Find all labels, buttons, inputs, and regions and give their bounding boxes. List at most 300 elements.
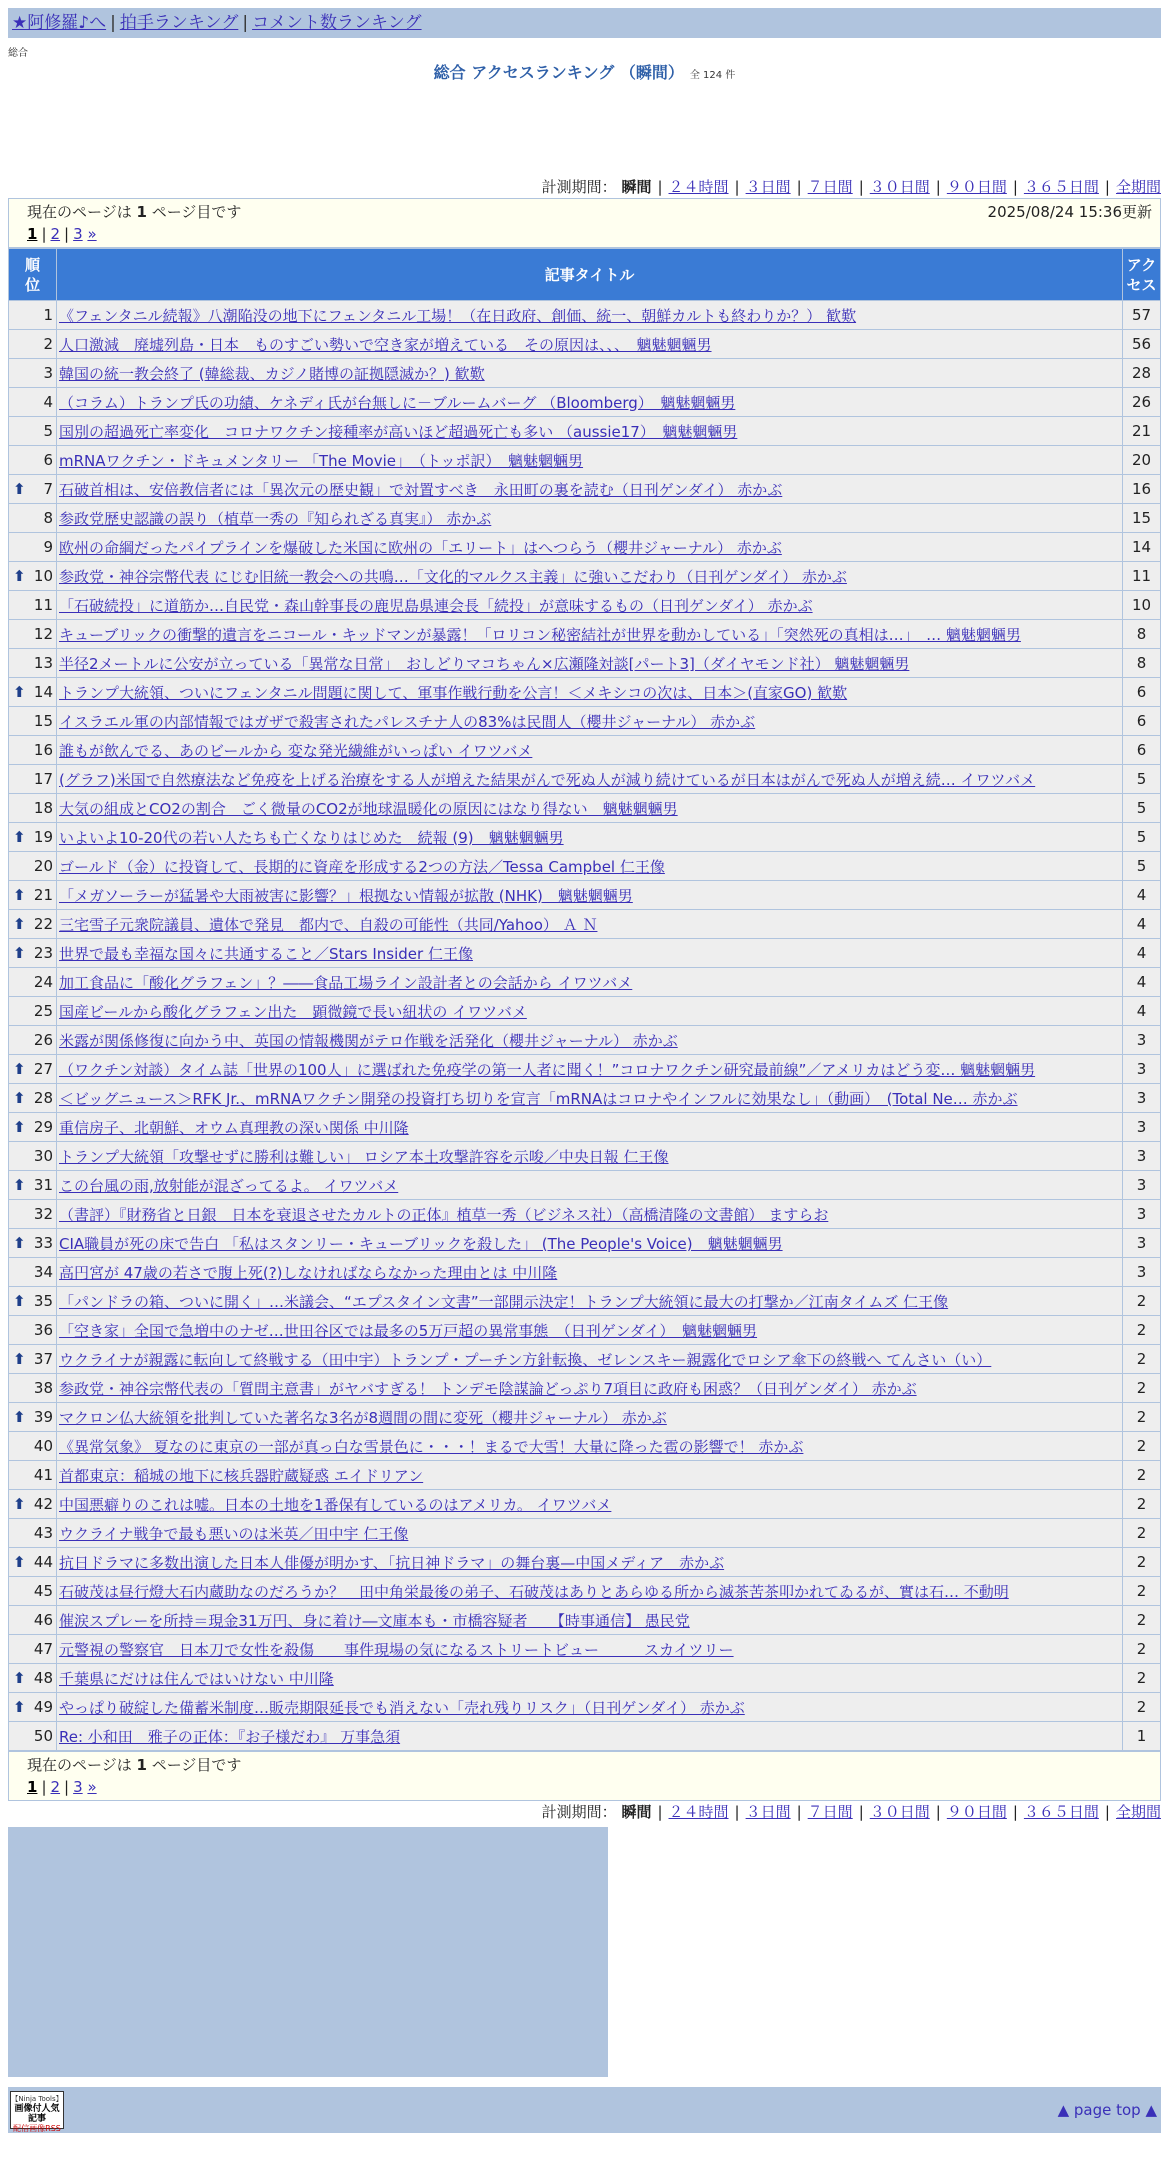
period-link[interactable]: 全期間 <box>1115 1803 1161 1821</box>
rank-cell <box>9 765 57 794</box>
access-count: 2 <box>1123 1693 1161 1722</box>
access-count: 20 <box>1123 446 1161 475</box>
table-row <box>9 1664 1161 1693</box>
rank-cell <box>9 1577 57 1606</box>
rank-cell <box>9 852 57 881</box>
rank-number: 12 <box>33 625 53 643</box>
title-cell <box>57 968 1123 997</box>
rank-number: 42 <box>33 1495 53 1513</box>
access-count: 2 <box>1123 1490 1161 1519</box>
rank-cell <box>9 533 57 562</box>
title-cell <box>57 997 1123 1026</box>
title-cell <box>57 1432 1123 1461</box>
rank-cell <box>9 1722 57 1751</box>
article-link[interactable]: 人口激減 廃墟列島・日本 ものすごい勢いで空き家が増えている その原因は、、、 魑魅魍魎男 <box>59 335 712 354</box>
period-separator: | <box>935 1803 941 1821</box>
page-link[interactable]: 1 <box>27 1778 38 1796</box>
period-link[interactable]: ３０日間 <box>869 1803 930 1821</box>
article-link[interactable]: やっぱり破綻した備蓄米制度…販売期限延長でも消えない「売れ残りリスク」（日刊ゲンダイ） 赤かぶ <box>59 1698 745 1717</box>
access-count: 11 <box>1123 562 1161 591</box>
article-link[interactable]: （ワクチン対談）タイム誌「世界の100人」に選ばれた免疫学の第一人者に聞く！”コロナワクチン研究最前線”／アメリカはどう変… 魑魅魍魎男 <box>59 1060 1036 1079</box>
access-count: 3 <box>1123 1026 1161 1055</box>
rank-number: 36 <box>33 1321 53 1339</box>
article-link[interactable]: 石破首相は、安倍教信者には「異次元の歴史観」で対置すべき 永田町の裏を読む（日刊ゲンダイ） 赤かぶ <box>59 480 783 499</box>
title-cell <box>57 330 1123 359</box>
article-link[interactable]: 《フェンタニル続報》八潮陥没の地下にフェンタニル工場！（在日政府、創価、統一、朝鮮カルトも終わりか？） 歓歎 <box>59 306 857 325</box>
page-top-link[interactable]: ▲ page top ▲ <box>1057 2101 1157 2119</box>
article-link[interactable]: ゴールド（金）に投資して、長期的に資産を形成する2つの方法／Tessa Campbel 仁王像 <box>59 857 665 876</box>
title-cell <box>57 1548 1123 1577</box>
rank-cell <box>9 823 57 852</box>
access-count: 57 <box>1123 301 1161 330</box>
article-link[interactable]: イスラエル軍の内部情報ではガザで殺害されたパレスチナ人の83%は民間人（櫻井ジャーナル） 赤かぶ <box>59 712 756 731</box>
rank-up-arrow-icon: ⬆ <box>13 1553 26 1571</box>
table-row <box>9 1635 1161 1664</box>
access-count: 8 <box>1123 620 1161 649</box>
title-cell <box>57 1461 1123 1490</box>
table-row <box>9 388 1161 417</box>
rank-cell <box>9 968 57 997</box>
title-cell <box>57 388 1123 417</box>
table-row <box>9 1200 1161 1229</box>
footer <box>8 2087 1161 2133</box>
title-cell <box>57 707 1123 736</box>
title-cell <box>57 475 1123 504</box>
rank-up-arrow-icon: ⬆ <box>13 944 26 962</box>
rank-number: 48 <box>33 1669 53 1687</box>
table-row <box>9 794 1161 823</box>
article-link[interactable]: Re: 小和田 雅子の正体：『お子様だわ』 万事急須 <box>59 1727 401 1746</box>
table-row <box>9 765 1161 794</box>
period-link[interactable]: ３６５日間 <box>1023 178 1099 196</box>
table-row <box>9 968 1161 997</box>
access-count: 2 <box>1123 1345 1161 1374</box>
rank-number: 23 <box>33 944 53 962</box>
table-row <box>9 1258 1161 1287</box>
access-count: 56 <box>1123 330 1161 359</box>
article-link[interactable]: 《異常気象》 夏なのに東京の一部が真っ白な雪景色に・・・！まるで大雪！大量に降った雹の影響で！ 赤かぶ <box>59 1437 804 1456</box>
period-link[interactable]: ３６５日間 <box>1023 1803 1099 1821</box>
rank-number: 28 <box>33 1089 53 1107</box>
article-link[interactable]: 「メガソーラーが猛暑や大雨被害に影響？」根拠ない情報が拡散 (NHK) 魑魅魍魎男 <box>59 886 633 905</box>
rank-cell <box>9 1026 57 1055</box>
table-row <box>9 1142 1161 1171</box>
ranking-table <box>8 248 1161 1751</box>
next-page-link[interactable]: » <box>87 1778 97 1796</box>
rank-up-arrow-icon: ⬆ <box>13 1350 26 1368</box>
nav-separator: | <box>110 13 116 33</box>
title-cell <box>57 823 1123 852</box>
rank-number: 32 <box>33 1205 53 1223</box>
title-cell <box>57 1693 1123 1722</box>
title-cell <box>57 1490 1123 1519</box>
article-link[interactable]: 誰もが飲んでる、あのビールから 変な発光繊維がいっぱい イワツバメ <box>59 741 533 760</box>
period-link[interactable]: ７日間 <box>807 178 853 196</box>
home-link[interactable]: ★阿修羅♪へ <box>12 13 107 33</box>
rank-number: 47 <box>33 1640 53 1658</box>
access-count: 2 <box>1123 1548 1161 1577</box>
rank-cell <box>9 388 57 417</box>
top-nav <box>8 8 1161 38</box>
rank-up-arrow-icon: ⬆ <box>13 828 26 846</box>
period-separator: | <box>734 178 740 196</box>
article-link[interactable]: マクロン仏大統領を批判していた著名な3名が8週間の間に変死（櫻井ジャーナル） 赤かぶ <box>59 1408 667 1427</box>
title-cell <box>57 1403 1123 1432</box>
article-link[interactable]: 催涙スプレーを所持＝現金31万円、身に着け―文庫本も・市橋容疑者 【時事通信】 愚民党 <box>59 1611 690 1630</box>
page-link[interactable]: 3 <box>73 1778 83 1796</box>
title-cell <box>57 1519 1123 1548</box>
title-cell <box>57 736 1123 765</box>
access-count: 4 <box>1123 939 1161 968</box>
article-link[interactable]: 元警視の警察官 日本刀で女性を殺傷 事件現場の気になるストリートビュー スカイツリー <box>59 1640 734 1659</box>
period-separator: | <box>734 1803 740 1821</box>
access-count: 4 <box>1123 968 1161 997</box>
article-link[interactable]: 米露が関係修復に向かう中、英国の情報機関がテロ作戦を活発化（櫻井ジャーナル） 赤かぶ <box>59 1031 678 1050</box>
table-row <box>9 1084 1161 1113</box>
access-count: 2 <box>1123 1432 1161 1461</box>
rank-number: 26 <box>33 1031 53 1049</box>
access-count: 5 <box>1123 794 1161 823</box>
access-count: 10 <box>1123 591 1161 620</box>
rank-cell <box>9 1519 57 1548</box>
table-row <box>9 852 1161 881</box>
rank-number: 24 <box>33 973 53 991</box>
rank-cell <box>9 1403 57 1432</box>
page-link[interactable]: 2 <box>50 1778 61 1796</box>
article-link[interactable]: いよいよ10-20代の若い人たちも亡くなりはじめた 続報 (9) 魑魅魍魎男 <box>59 828 564 847</box>
table-row <box>9 562 1161 591</box>
title-cell <box>57 1113 1123 1142</box>
access-count: 2 <box>1123 1519 1161 1548</box>
article-link[interactable]: 石破茂は昼行燈大石内蔵助なのだろうか？ 田中角栄最後の弟子、石破茂はありとあらゆる所から滅茶苦茶叩かれてゐるが、實は石… 不動明 <box>59 1582 1009 1601</box>
article-link[interactable]: 世界で最も幸福な国々に共通すること／Stars Insider 仁王像 <box>59 944 473 963</box>
page-title-text: 総合 アクセスランキング （瞬間） <box>433 63 684 82</box>
rank-cell <box>9 1200 57 1229</box>
table-row <box>9 1577 1161 1606</box>
rank-up-arrow-icon: ⬆ <box>13 1408 26 1426</box>
title-cell <box>57 765 1123 794</box>
article-link[interactable]: ウクライナが親露に転向して終戦する（田中宇）トランプ・プーチン方針転換、ゼレンスキー親露化でロシア傘下の終戦へ てんさい（い） <box>59 1350 992 1369</box>
article-link[interactable]: ウクライナ戦争で最も悪いのは米英／田中宇 仁王像 <box>59 1524 409 1543</box>
rank-cell <box>9 1113 57 1142</box>
rank-number: 43 <box>33 1524 53 1542</box>
period-link[interactable]: ３日間 <box>745 178 791 196</box>
article-link[interactable]: CIA職員が死の床で告白 「私はスタンリー・キューブリックを殺した」 (The People's Voice) 魑魅魍魎男 <box>59 1234 783 1253</box>
rank-number: 9 <box>43 538 53 556</box>
access-count: 3 <box>1123 1229 1161 1258</box>
article-link[interactable]: 高円宮が 47歳の若さで腹上死(?)しなければならなかった理由とは 中川隆 <box>59 1263 558 1282</box>
access-count: 4 <box>1123 910 1161 939</box>
access-count: 16 <box>1123 475 1161 504</box>
article-link[interactable]: 参政党・神谷宗幣代表の「質問主意書」がヤバすぎる！ トンデモ陰謀論どっぷり7項目に政府も困惑？（日刊ゲンダイ） 赤かぶ <box>59 1379 917 1398</box>
table-row <box>9 1113 1161 1142</box>
period-separator: | <box>796 178 802 196</box>
table-row <box>9 1519 1161 1548</box>
access-count: 28 <box>1123 359 1161 388</box>
article-link[interactable]: 重信房子、北朝鮮、オウム真理教の深い関係 中川隆 <box>59 1118 409 1137</box>
article-link[interactable]: 中国悪癖りのこれは嘘。日本の土地を1番保有しているのはアメリカ。 イワツバメ <box>59 1495 612 1514</box>
ad-space <box>8 84 1161 176</box>
rank-number: 20 <box>33 857 53 875</box>
access-count: 1 <box>1123 1722 1161 1751</box>
article-link[interactable]: 三宅雪子元衆院議員、遺体で発見 都内で、自殺の可能性（共同/Yahoo） Ａ Ｎ <box>59 915 598 934</box>
page-link[interactable]: 2 <box>50 225 61 243</box>
period-link[interactable]: ３０日間 <box>869 178 930 196</box>
table-row <box>9 301 1161 330</box>
table-row <box>9 1229 1161 1258</box>
access-count: 2 <box>1123 1374 1161 1403</box>
title-cell <box>57 1142 1123 1171</box>
table-row <box>9 1403 1161 1432</box>
article-link[interactable]: 参政党・神谷宗幣代表 にじむ旧統一教会への共鳴…「文化的マルクス主義」に強いこだわり（日刊ゲンダイ） 赤かぶ <box>59 567 847 586</box>
rank-number: 31 <box>33 1176 53 1194</box>
period-separator: | <box>657 178 663 196</box>
article-link[interactable]: 千葉県にだけは住んではいけない 中川隆 <box>59 1669 334 1688</box>
access-count: 3 <box>1123 1200 1161 1229</box>
period-separator: | <box>1012 178 1018 196</box>
table-row <box>9 1606 1161 1635</box>
current-page-text: 現在のページは 1 ページ目です <box>27 203 242 221</box>
rank-cell <box>9 1258 57 1287</box>
rank-number: 49 <box>33 1698 53 1716</box>
rank-cell <box>9 1229 57 1258</box>
article-link[interactable]: 加工食品に「酸化グラフェン」？――食品工場ライン設計者との会話から イワツバメ <box>59 973 633 992</box>
rank-cell <box>9 997 57 1026</box>
access-count: 21 <box>1123 417 1161 446</box>
period-separator: | <box>657 1803 663 1821</box>
rank-cell <box>9 417 57 446</box>
period-separator: | <box>1104 1803 1110 1821</box>
article-link[interactable]: 大気の組成とCO2の割合 ごく微量のCO2が地球温暖化の原因にはなり得ない 魑魅魍魎男 <box>59 799 678 818</box>
rank-number: 6 <box>43 451 53 469</box>
rank-number: 21 <box>33 886 53 904</box>
period-separator: | <box>1012 1803 1018 1821</box>
access-count: 2 <box>1123 1664 1161 1693</box>
access-count: 15 <box>1123 504 1161 533</box>
table-row <box>9 359 1161 388</box>
article-link[interactable]: トランプ大統領「攻撃せずに勝利は難しい」 ロシア本土攻撃許容を示唆／中央日報 仁王像 <box>59 1147 669 1166</box>
title-cell <box>57 620 1123 649</box>
article-link[interactable]: mRNAワクチン・ドキュメンタリー 「The Movie」 （トッポ訳） 魑魅魍魎男 <box>59 451 584 470</box>
article-link[interactable]: 欧州の命綱だったパイプラインを爆破した米国に欧州の「エリート」はへつらう（櫻井ジャーナル） 赤かぶ <box>59 538 782 557</box>
rank-number: 30 <box>33 1147 53 1165</box>
rank-cell <box>9 1635 57 1664</box>
title-cell <box>57 1635 1123 1664</box>
access-count: 2 <box>1123 1577 1161 1606</box>
access-count: 26 <box>1123 388 1161 417</box>
access-count: 2 <box>1123 1287 1161 1316</box>
ad-block <box>8 1827 608 2077</box>
rank-number: 1 <box>43 306 53 324</box>
rank-cell <box>9 359 57 388</box>
access-count: 2 <box>1123 1403 1161 1432</box>
current-page-text: 現在のページは 1 ページ目です <box>27 1756 242 1774</box>
rank-cell <box>9 301 57 330</box>
period-current: 瞬間 <box>621 1803 652 1821</box>
rank-number: 25 <box>33 1002 53 1020</box>
title-cell <box>57 1200 1123 1229</box>
rank-up-arrow-icon: ⬆ <box>13 1060 26 1078</box>
period-link[interactable]: 全期間 <box>1115 178 1161 196</box>
table-row <box>9 533 1161 562</box>
rank-up-arrow-icon: ⬆ <box>13 1698 26 1716</box>
period-separator: | <box>1104 178 1110 196</box>
rank-cell <box>9 446 57 475</box>
rank-up-arrow-icon: ⬆ <box>13 1292 26 1310</box>
rank-up-arrow-icon: ⬆ <box>13 915 26 933</box>
rank-number: 50 <box>33 1727 53 1745</box>
access-count: 14 <box>1123 533 1161 562</box>
article-link[interactable]: （書評）『財務省と日銀 日本を衰退させたカルトの正体』植草一秀（ビジネス社）（高橋清隆の文書館） ますらお <box>59 1205 829 1224</box>
total-count: 全 124 件 <box>689 70 736 81</box>
page-link[interactable]: 3 <box>73 225 83 243</box>
access-count: 6 <box>1123 736 1161 765</box>
page-separator: | <box>41 1778 47 1796</box>
title-cell <box>57 678 1123 707</box>
col-rank-header: 順位 <box>9 249 57 301</box>
article-link[interactable]: 国産ビールから酸化グラフェン出た 顕微鏡で長い紐状の イワツバメ <box>59 1002 527 1021</box>
period-separator: | <box>935 178 941 196</box>
rank-cell <box>9 1490 57 1519</box>
period-label: 計測期間： <box>541 1803 617 1821</box>
page-links <box>27 223 1152 245</box>
article-link[interactable]: 抗日ドラマに多数出演した日本人俳優が明かす、「抗日神ドラマ」の舞台裏—中国メディア 赤かぶ <box>59 1553 725 1572</box>
period-link[interactable]: ２４時間 <box>668 178 729 196</box>
table-row <box>9 823 1161 852</box>
table-row <box>9 504 1161 533</box>
title-cell <box>57 1316 1123 1345</box>
access-count: 3 <box>1123 1055 1161 1084</box>
title-cell <box>57 910 1123 939</box>
rank-cell <box>9 330 57 359</box>
nav-separator: | <box>242 13 249 33</box>
title-cell <box>57 1722 1123 1751</box>
table-row <box>9 620 1161 649</box>
rank-number: 37 <box>33 1350 53 1368</box>
title-cell <box>57 1026 1123 1055</box>
article-link[interactable]: 韓国の統一教会終了 (韓総裁、カジノ賭博の証拠隠滅か？) 歓歎 <box>59 364 485 383</box>
table-row <box>9 1055 1161 1084</box>
table-row <box>9 1026 1161 1055</box>
rank-cell <box>9 1374 57 1403</box>
ninja-tools-badge[interactable]: 【Ninja Tools】 画像付人気記事 配信画像RSS <box>10 2091 64 2129</box>
rank-cell <box>9 1548 57 1577</box>
updated-timestamp: 2025/08/24 15:36更新 <box>987 203 1152 221</box>
rank-number: 17 <box>33 770 53 788</box>
article-link[interactable]: 「石破続投」に道筋か…自民党・森山幹事長の鹿児島県連会長「続投」が意味するもの（日刊ゲンダイ） 赤かぶ <box>59 596 813 615</box>
title-cell <box>57 301 1123 330</box>
rank-up-arrow-icon: ⬆ <box>13 1176 26 1194</box>
table-row <box>9 1461 1161 1490</box>
table-row <box>9 939 1161 968</box>
period-link[interactable]: ７日間 <box>807 1803 853 1821</box>
article-link[interactable]: （コラム）トランプ氏の功績、ケネディ氏が台無しに－ブルームバーグ （Bloomberg） 魑魅魍魎男 <box>59 393 736 412</box>
table-row <box>9 591 1161 620</box>
access-count: 3 <box>1123 1258 1161 1287</box>
access-count: 3 <box>1123 1084 1161 1113</box>
title-cell <box>57 504 1123 533</box>
article-link[interactable]: 参政党歴史認識の誤り（植草一秀の『知られざる真実』） 赤かぶ <box>59 509 492 528</box>
article-link[interactable]: 国別の超過死亡率変化 コロナワクチン接種率が高いほど超過死亡も多い （aussie17） 魑魅魍魎男 <box>59 422 738 441</box>
page-link[interactable]: 1 <box>27 225 38 243</box>
access-count: 6 <box>1123 707 1161 736</box>
period-link[interactable]: ２４時間 <box>668 1803 729 1821</box>
article-link[interactable]: 「空き家」全国で急増中のナゼ…世田谷区では最多の5万戸超の異常事態 （日刊ゲンダイ） 魑魅魍魎男 <box>59 1321 758 1340</box>
rank-number: 34 <box>33 1263 53 1281</box>
rank-number: 7 <box>43 480 53 498</box>
article-link[interactable]: 「パンドラの箱、ついに開く」…米議会、“エプスタイン文書”一部開示決定！トランプ大統領に最大の打撃か／江南タイムズ 仁王像 <box>59 1292 949 1311</box>
access-count: 2 <box>1123 1635 1161 1664</box>
period-current: 瞬間 <box>621 178 652 196</box>
article-link[interactable]: トランプ大統領、ついにフェンタニル問題に関して、軍事作戦行動を公言！＜メキシコの次は、日本＞(直家GO) 歓歎 <box>59 683 848 702</box>
article-link[interactable]: キューブリックの衝撃的遺言をニコール・キッドマンが暴露！「ロリコン秘密結社が世界を動かしている」「突然死の真相は…」 … 魑魅魍魎男 <box>59 625 1021 644</box>
rank-cell <box>9 620 57 649</box>
table-row <box>9 1374 1161 1403</box>
table-row <box>9 1693 1161 1722</box>
rank-cell <box>9 881 57 910</box>
table-row <box>9 417 1161 446</box>
title-cell <box>57 591 1123 620</box>
table-row <box>9 1432 1161 1461</box>
rank-number: 4 <box>43 393 53 411</box>
rank-number: 11 <box>33 596 53 614</box>
rank-number: 38 <box>33 1379 53 1397</box>
period-link[interactable]: ９０日間 <box>946 178 1007 196</box>
page-separator: | <box>41 225 47 243</box>
title-cell <box>57 1374 1123 1403</box>
article-link[interactable]: (グラフ)米国で自然療法など免疫を上げる治療をする人が増えた結果がんで死ぬ人が減り続けているが日本はがんで死ぬ人が増え続… イワツバメ <box>59 770 1036 789</box>
article-link[interactable]: 首都東京：稲城の地下に核兵器貯蔵疑惑 エイドリアン <box>59 1466 424 1485</box>
rank-up-arrow-icon: ⬆ <box>13 567 26 585</box>
access-count: 2 <box>1123 1316 1161 1345</box>
rank-cell <box>9 1461 57 1490</box>
rank-cell <box>9 1606 57 1635</box>
title-cell <box>57 533 1123 562</box>
period-link[interactable]: ３日間 <box>745 1803 791 1821</box>
clap-ranking-link[interactable]: 拍手ランキング <box>119 13 239 33</box>
comment-ranking-link[interactable]: コメント数ランキング <box>252 13 422 33</box>
article-link[interactable]: この台風の雨,放射能が混ざってるよ。 イワツバメ <box>59 1176 399 1195</box>
article-link[interactable]: 半径2メートルに公安が立っている「異常な日常」 おしどりマコちゃん×広瀬隆対談[パート3]（ダイヤモンド社） 魑魅魍魎男 <box>59 654 910 673</box>
rank-up-arrow-icon: ⬆ <box>13 1669 26 1687</box>
rank-number: 18 <box>33 799 53 817</box>
rank-cell <box>9 475 57 504</box>
next-page-link[interactable]: » <box>87 225 97 243</box>
title-cell <box>57 794 1123 823</box>
rank-number: 3 <box>43 364 53 382</box>
title-cell <box>57 1084 1123 1113</box>
access-count: 3 <box>1123 1142 1161 1171</box>
access-count: 4 <box>1123 881 1161 910</box>
rank-cell <box>9 1664 57 1693</box>
rank-up-arrow-icon: ⬆ <box>13 1118 26 1136</box>
rank-up-arrow-icon: ⬆ <box>13 480 26 498</box>
access-count: 8 <box>1123 649 1161 678</box>
rank-cell <box>9 1432 57 1461</box>
table-row <box>9 1722 1161 1751</box>
period-link[interactable]: ９０日間 <box>946 1803 1007 1821</box>
article-link[interactable]: ＜ビッグニュース＞RFK Jr.、mRNAワクチン開発の投資打ち切りを宣言「mRNAはコロナやインフルに効果なし」（動画） (Total Ne… 赤かぶ <box>59 1089 1018 1108</box>
rank-number: 45 <box>33 1582 53 1600</box>
title-cell <box>57 649 1123 678</box>
table-row <box>9 881 1161 910</box>
pager-bottom <box>8 1751 1161 1801</box>
col-access-header: アクセス <box>1123 249 1161 301</box>
access-count: 2 <box>1123 1606 1161 1635</box>
rank-cell <box>9 736 57 765</box>
title-cell <box>57 562 1123 591</box>
rank-number: 41 <box>33 1466 53 1484</box>
